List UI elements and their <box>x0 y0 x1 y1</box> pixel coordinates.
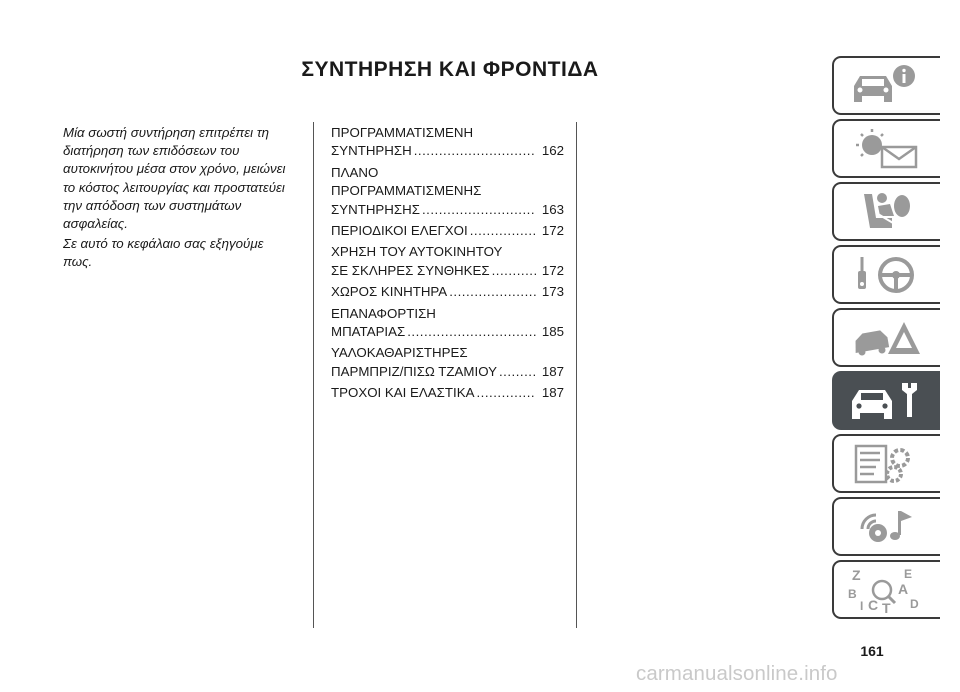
car-wrench-icon <box>842 377 932 425</box>
toc-entry-leader-line <box>331 262 564 280</box>
chapter-tab-index[interactable] <box>832 560 940 619</box>
intro-paragraph: Σε αυτό το κεφάλαιο σας εξηγούμε πως. <box>63 236 264 270</box>
warning-light-message-icon <box>842 125 932 173</box>
specs-list-gear-icon <box>842 440 932 488</box>
toc-page-number: 187 <box>541 363 564 379</box>
toc-entry-title-line: ΠΛΑΝΟ <box>331 164 379 180</box>
toc-entry-leader-line <box>331 384 564 402</box>
index-letter: Z <box>852 566 861 583</box>
toc-entry-title-line: ΠΡΟΓΡΑΜΜΑΤΙΣΜΕΝΗ <box>331 125 474 140</box>
toc-leader-dots <box>499 363 536 381</box>
toc-leader-dots <box>492 262 536 280</box>
toc-entry-leader-line <box>331 363 564 381</box>
toc-entry-leader-line <box>331 283 564 301</box>
toc-entry[interactable] <box>331 283 564 301</box>
toc-page-number: 172 <box>541 223 564 239</box>
toc-entry-title: ΠΑΡΜΠΡΙΖ/ΠΙΣΩ ΤΖΑΜΙΟΥ <box>331 363 497 379</box>
toc-entry-title-line: ΕΠΑΝΑΦΟΡΤΙΣΗ <box>331 305 436 321</box>
toc-entry-leader-line <box>331 222 564 240</box>
chapter-tab-starting-driving[interactable] <box>832 245 940 304</box>
toc-entry[interactable] <box>331 222 564 240</box>
car-info-icon <box>842 62 932 110</box>
toc-entry-title: ΣΥΝΤΗΡΗΣΗ <box>331 143 412 159</box>
chapter-tab-dashboard[interactable] <box>832 119 940 178</box>
chapter-tab-car-info[interactable] <box>832 56 940 115</box>
chapter-tab-multimedia[interactable] <box>832 497 940 556</box>
toc-page-number: 185 <box>541 324 564 340</box>
toc-entry-title-line: ΥΑΛΟΚΑΘΑΡΙΣΤΗΡΕΣ <box>331 345 468 361</box>
chapter-tab-safety[interactable] <box>832 182 940 241</box>
toc-page-number: 163 <box>541 201 564 217</box>
breakdown-triangle-icon <box>842 314 932 362</box>
index-letter: B <box>848 586 857 601</box>
toc-entry[interactable] <box>331 124 564 161</box>
toc-entry-title: ΜΠΑΤΑΡΙΑΣ <box>331 324 406 340</box>
chapter-intro <box>63 124 295 274</box>
seat-airbag-icon <box>842 188 932 236</box>
key-steering-wheel-icon <box>842 251 932 299</box>
toc-entry-title: ΣΥΝΤΗΡΗΣΗΣ <box>331 201 420 217</box>
index-letter: T <box>882 599 891 614</box>
alphabetical-index-icon <box>842 566 932 614</box>
toc-entry[interactable] <box>331 305 564 342</box>
column-divider <box>576 122 577 628</box>
table-of-contents <box>331 124 564 406</box>
toc-entry-title-line: ΧΡΗΣΗ ΤΟΥ ΑΥΤΟΚΙΝΗΤΟΥ <box>331 244 503 260</box>
index-letter: D <box>910 596 919 611</box>
toc-entry-title: ΧΩΡΟΣ ΚΙΝΗΤΗΡΑ <box>331 284 448 300</box>
watermark: carmanualsonline.info <box>636 662 838 685</box>
multimedia-music-icon <box>842 503 932 551</box>
chapter-tab-technical-data[interactable] <box>832 434 940 493</box>
chapter-tab-maintenance[interactable] <box>832 371 940 430</box>
index-letter: I <box>860 598 864 613</box>
page-title: ΣΥΝΤΗΡΗΣΗ ΚΑΙ ΦΡΟΝΤΙΔΑ <box>301 58 599 81</box>
toc-leader-dots <box>470 222 536 240</box>
intro-paragraph: Μία σωστή συντήρηση επιτρέπει τη διατήρηση των επιδόσεων του αυτοκινήτου μέσα στον χρόνο, μειώνει το κόστος λειτουργίας και προστατεύει την απόδοση των συστημάτων ασφαλείας. <box>63 125 286 232</box>
toc-entry[interactable] <box>331 243 564 280</box>
chapter-tab-emergency[interactable] <box>832 308 940 367</box>
toc-leader-dots <box>407 323 536 341</box>
toc-entry-leader-line <box>331 201 564 219</box>
toc-page-number: 187 <box>541 385 564 401</box>
index-letter: C <box>868 596 879 613</box>
toc-leader-dots <box>414 142 536 160</box>
toc-leader-dots <box>422 201 536 219</box>
index-letter: E <box>904 566 913 581</box>
column-divider <box>313 122 314 628</box>
toc-entry-title: ΤΡΟΧΟΙ ΚΑΙ ΕΛΑΣΤΙΚΑ <box>331 385 475 401</box>
toc-entry[interactable] <box>331 164 564 219</box>
toc-entry[interactable] <box>331 344 564 381</box>
toc-entry-title-line: ΠΡΟΓΡΑΜΜΑΤΙΣΜΕΝΗΣ <box>331 183 482 199</box>
toc-entry-leader-line <box>331 323 564 341</box>
toc-page-number: 172 <box>541 262 564 278</box>
toc-entry[interactable] <box>331 384 564 402</box>
toc-leader-dots <box>449 283 536 301</box>
toc-entry-title: ΠΕΡΙΟΔΙΚΟΙ ΕΛΕΓΧΟΙ <box>331 223 468 239</box>
toc-page-number: 173 <box>541 284 564 300</box>
index-letter: A <box>898 580 909 597</box>
toc-entry-title: ΣΕ ΣΚΛΗΡΕΣ ΣΥΝΘΗΚΕΣ <box>331 262 490 278</box>
page-number: 161 <box>860 643 884 659</box>
toc-leader-dots <box>476 384 536 402</box>
toc-page-number: 162 <box>541 143 564 159</box>
toc-entry-leader-line <box>331 142 564 160</box>
